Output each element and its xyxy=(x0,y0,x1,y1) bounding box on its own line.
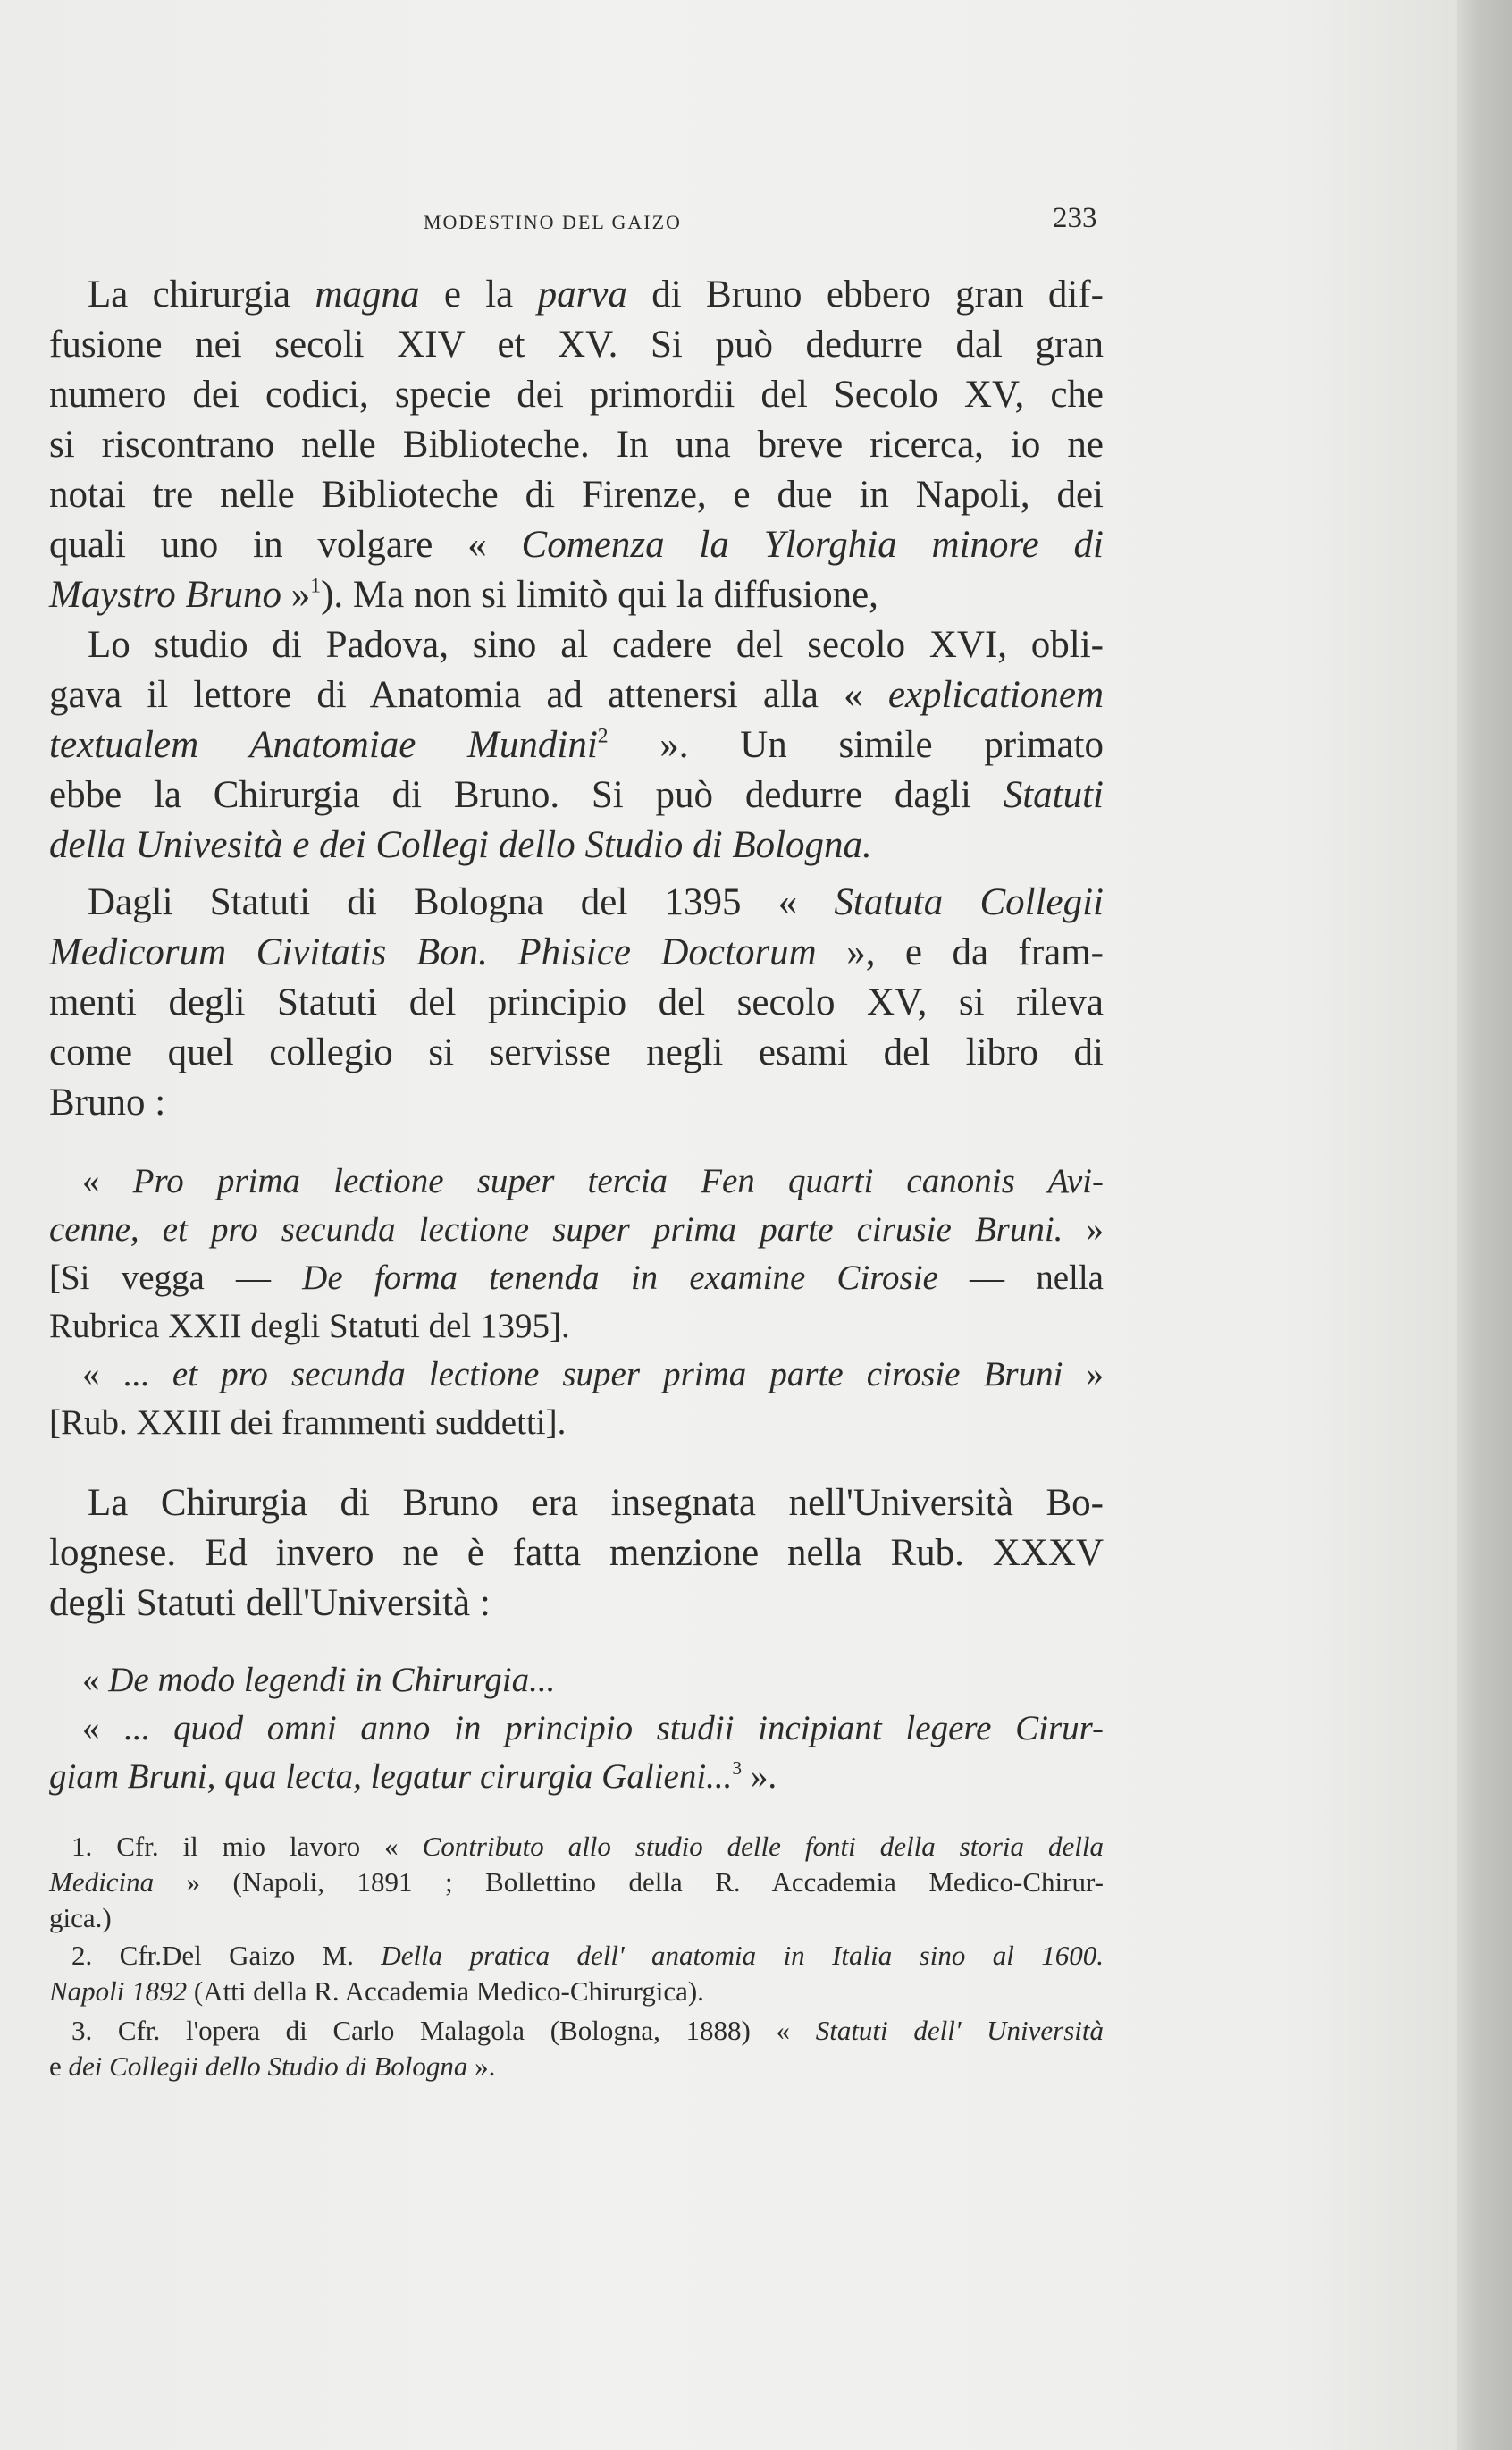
body-line: lognese. Ed invero ne è fatta menzione nella Rub. XXXV xyxy=(49,1532,1104,1574)
footnote-2: 2. Cfr.Del Gaizo M. Della pratica dell' anatomia in Italia sino al 1600. xyxy=(71,1940,1104,1971)
body-line: come quel collegio si servisse negli esami del libro di xyxy=(49,1031,1104,1073)
page-edge-shadow xyxy=(1457,0,1512,2450)
body-line: notai tre nelle Biblioteche di Firenze, e due in Napoli, dei xyxy=(49,474,1104,516)
footnote-3: 3. Cfr. l'opera di Carlo Malagola (Bologna, 1888) « Statuti dell' Università xyxy=(71,2015,1104,2046)
body-line: La Chirurgia di Bruno era insegnata nell'Università Bo- xyxy=(88,1482,1104,1524)
quote-line: [Si vegga — De forma tenenda in examine Cirosie — nella xyxy=(49,1259,1104,1297)
body-line: fusione nei secoli XIV et XV. Si può dedurre dal gran xyxy=(49,324,1104,366)
page-number: 233 xyxy=(1053,202,1097,234)
quote-line: « ... quod omni anno in principio studii incipiant legere Cirur- xyxy=(82,1709,1105,1747)
footnote-3: e dei Collegii dello Studio di Bologna ». xyxy=(49,2050,496,2082)
quote-line: giam Bruni, qua lecta, legatur cirurgia Galieni...$^3$ ». xyxy=(49,1757,777,1796)
quote-line: cenne, et pro secunda lectione super prima parte cirusie Bruni. » xyxy=(49,1210,1105,1249)
body-line: della Univesità e dei Collegi dello Studio di Bologna. xyxy=(49,824,872,866)
body-line: Lo studio di Padova, sino al cadere del secolo XVI, obli- xyxy=(88,624,1104,666)
quote-line: [Rub. XXIII dei frammenti suddetti]. xyxy=(49,1403,567,1442)
body-line: si riscontrano nelle Biblioteche. In una breve ricerca, io ne xyxy=(49,424,1104,466)
quote-line: « De modo legendi in Chirurgia... xyxy=(82,1661,556,1699)
body-line: Maystro Bruno »$^1$). Ma non si limitò qui la diffusione, xyxy=(49,574,878,616)
quote-line: Rubrica XXII degli Statuti del 1395]. xyxy=(49,1307,570,1345)
footnote-1: gica.) xyxy=(49,1902,112,1933)
body-line: Medicorum Civitatis Bon. Phisice Doctorum », e da fram- xyxy=(49,931,1104,973)
body-line: degli Statuti dell'Università : xyxy=(49,1582,491,1624)
body-line: numero dei codici, specie dei primordii del Secolo XV, che xyxy=(49,374,1104,416)
footnote-2: Napoli 1892 (Atti della R. Accademia Medico-Chirurgica). xyxy=(49,1975,704,2007)
running-title: MODESTINO DEL GAIZO xyxy=(424,211,682,233)
body-line: gava il lettore di Anatomia ad attenersi alla « explicationem xyxy=(49,674,1104,716)
footnote-1: Medicina » (Napoli, 1891 ; Bollettino della R. Accademia Medico-Chirur- xyxy=(49,1866,1104,1898)
body-line: La chirurgia magna e la parva di Bruno ebbero gran dif- xyxy=(88,274,1104,316)
quote-line: « ... et pro secunda lectione super prima parte cirosie Bruni » xyxy=(82,1355,1105,1393)
quote-line: « Pro prima lectione super tercia Fen quarti canonis Avi- xyxy=(82,1162,1104,1200)
body-line: ebbe la Chirurgia di Bruno. Si può dedurre dagli Statuti xyxy=(49,774,1104,816)
footnote-1: 1. Cfr. il mio lavoro « Contributo allo studio delle fonti della storia della xyxy=(71,1831,1104,1862)
body-line: menti degli Statuti del principio del secolo XV, si rileva xyxy=(49,981,1104,1023)
body-line: Bruno : xyxy=(49,1082,166,1124)
body-line: quali uno in volgare « Comenza la Ylorghia minore di xyxy=(49,524,1104,566)
body-line: textualem Anatomiae Mundini$^2$ ». Un simile primato xyxy=(49,724,1104,766)
body-line: Dagli Statuti di Bologna del 1395 « Statuta Collegii xyxy=(88,881,1104,923)
